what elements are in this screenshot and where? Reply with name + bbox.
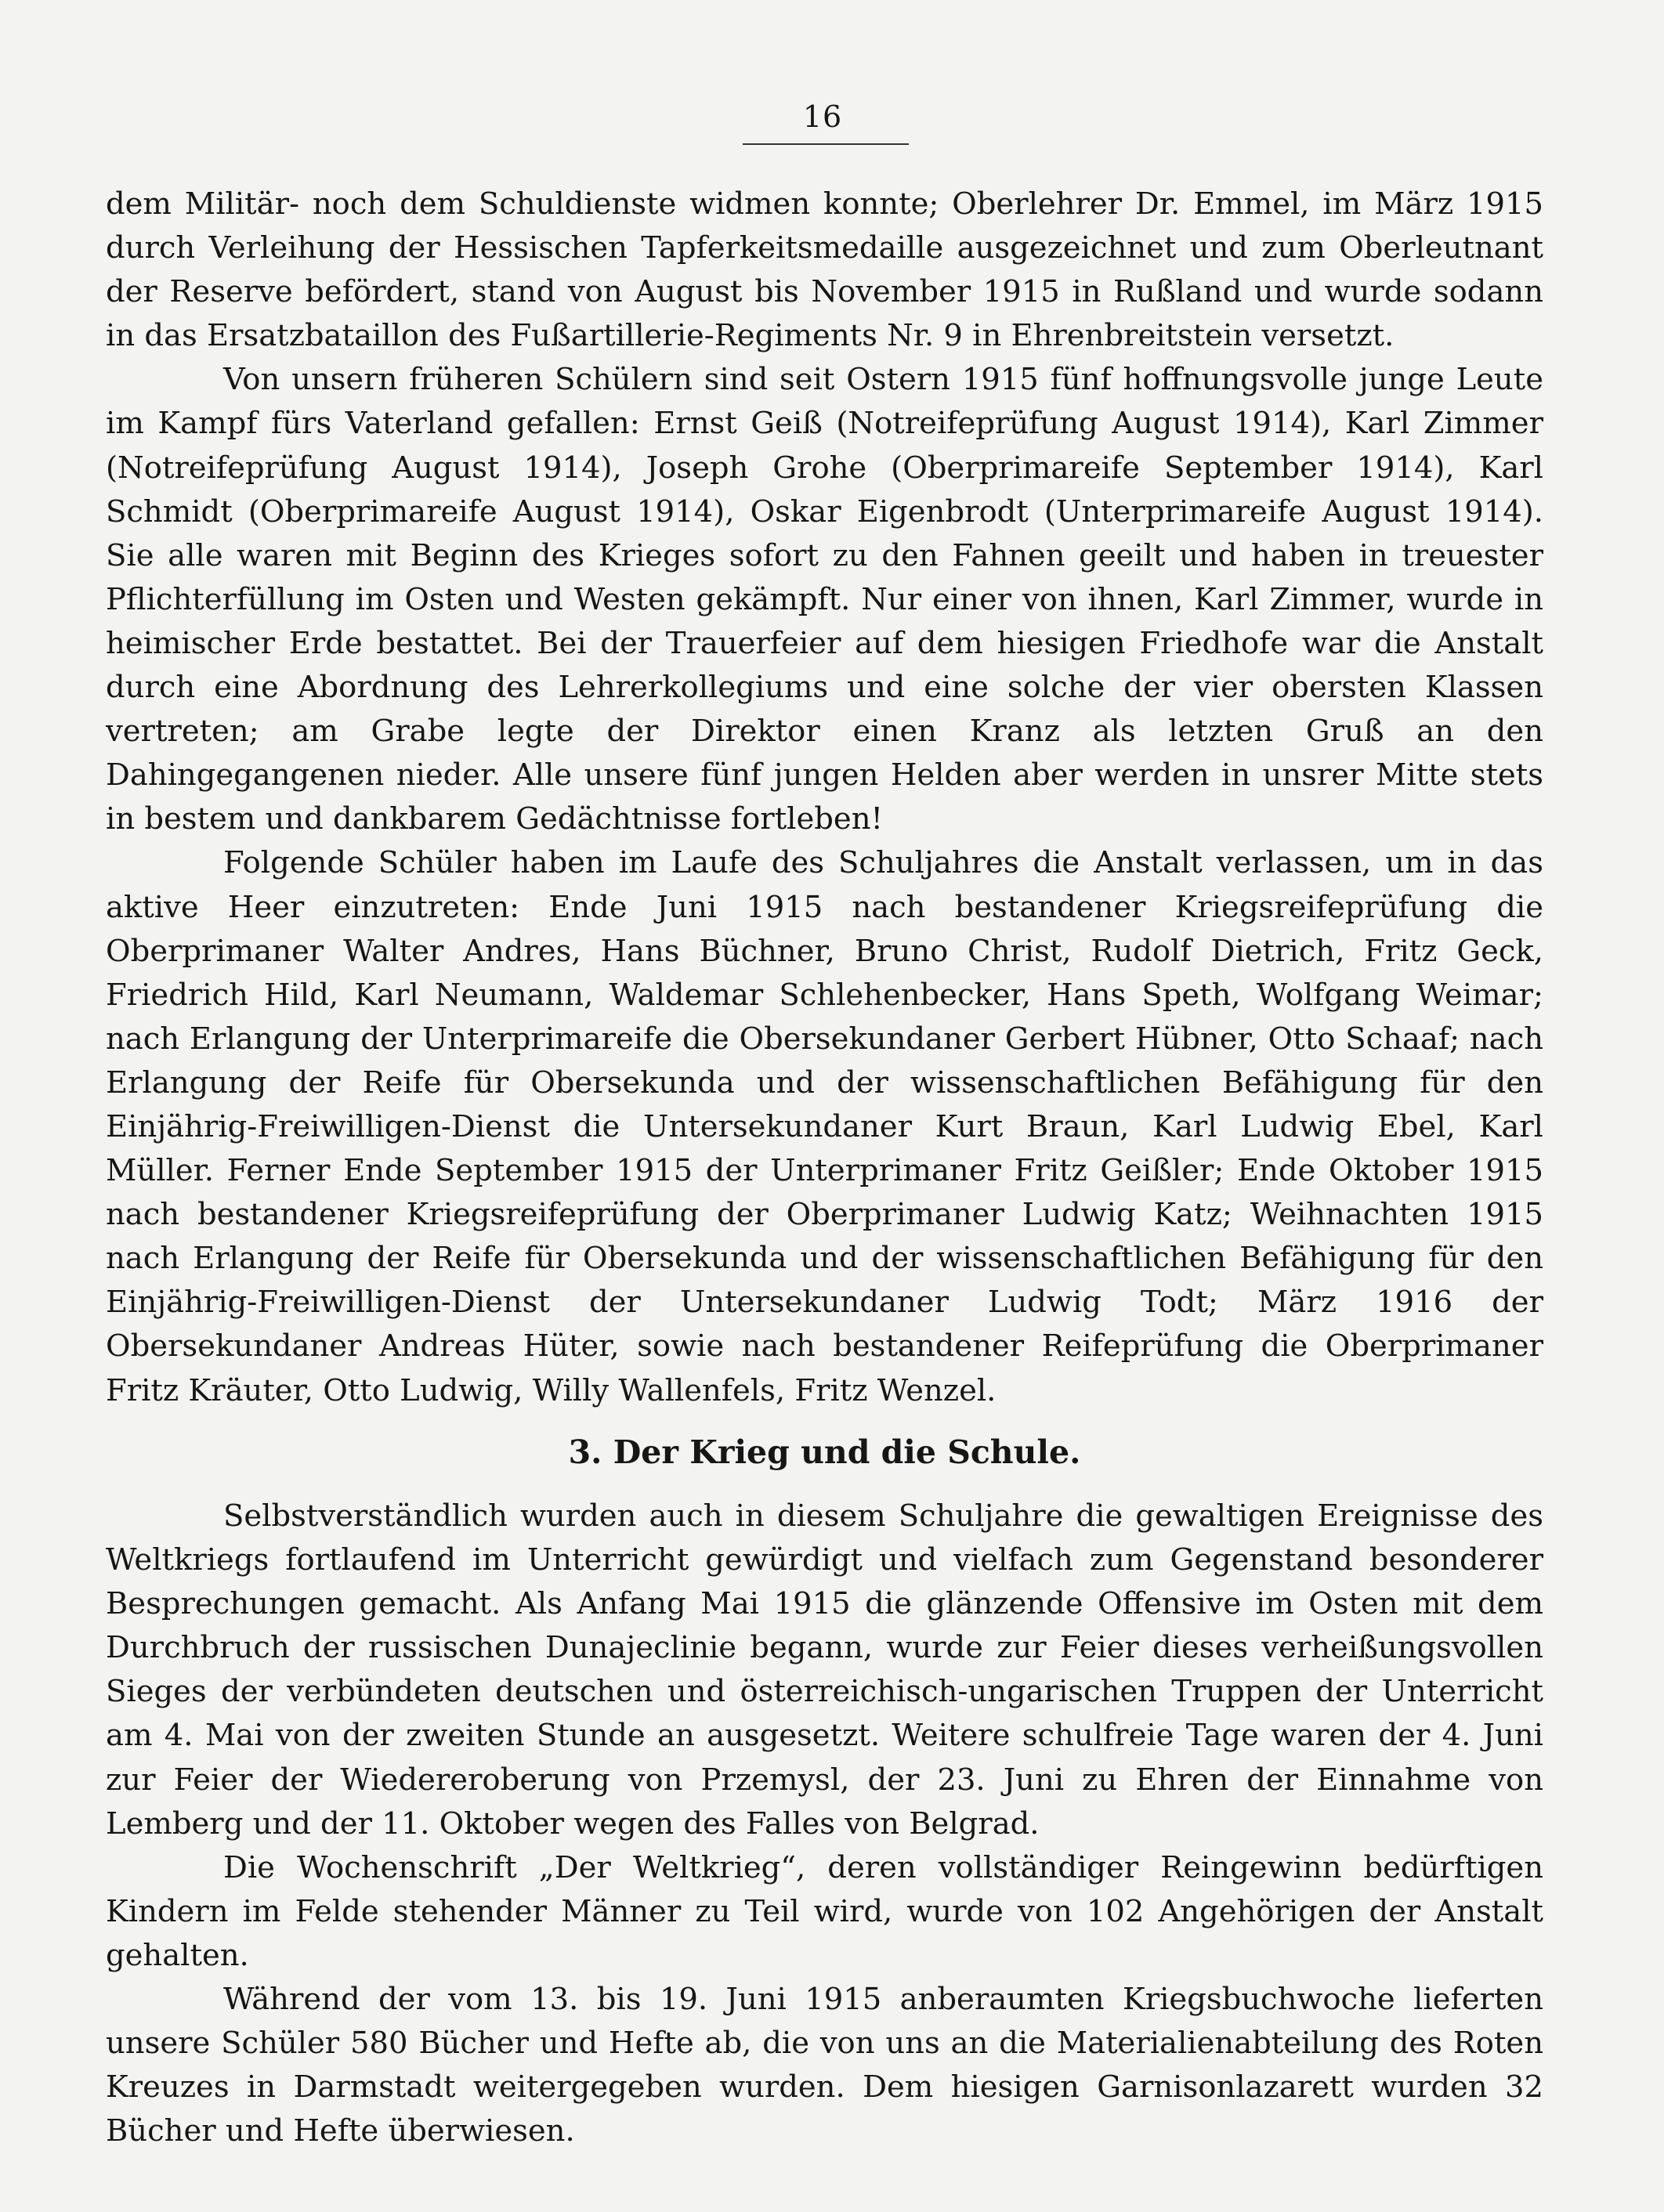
section-3-body — [106, 1495, 1543, 2153]
paragraph-book-week: Während der vom 13. bis 19. Juni 1915 anberaumten Kriegsbuchwoche lieferten unsere Schüler 580 Bücher und Hefte ab, die von uns an die Materialienabteilung des Roten Kreuzes in Darmstadt weitergegeben wurden. Dem hiesigen Garnisonlazarett wurden 32 Bücher und Hefte überwiesen. — [106, 1982, 1543, 2149]
paragraph-continuation: dem Militär- noch dem Schuldienste widmen konnte; Oberlehrer Dr. Emmel, im März 1915 durch Verleihung der Hessischen Tapferkeitsmedaille ausgezeichnet und zum Oberleutnant der Reserve befördert, stand von August bis November 1915 in Rußland und wurde sodann in das Ersatzbataillon des Fußartillerie-Regiments Nr. 9 in Ehrenbreitstein versetzt. — [106, 186, 1543, 354]
paragraph-weekly-journal: Die Wochenschrift „Der Weltkrieg“, deren vollständiger Reingewinn bedürftigen Kindern im Felde stehender Männer zu Teil wird, wurde von 102 Angehörigen der Anstalt gehalten. — [106, 1849, 1543, 1973]
paragraph-fallen-students: Von unsern früheren Schülern sind seit Ostern 1915 fünf hoffnungsvolle junge Leute im Kampf fürs Vaterland gefallen: Ernst Geiß (Notreifeprüfung August 1914), Karl Zimmer (Notreifeprüfung August 1914), Joseph Grohe (Oberprimareife September 1914), Karl Schmidt (Oberprimareife August 1914), Oskar Eigenbrodt (Unterprimareife August 1914). Sie alle waren mit Beginn des Krieges sofort zu den Fahnen geeilt und haben in treuester Pflichterfüllung im Osten und Westen gekämpft. Nur einer von ihnen, Karl Zimmer, wurde in heimischer Erde bestattet. Bei der Trauerfeier auf dem hiesigen Friedhofe war die Anstalt durch eine Abordnung des Lehrerkollegiums und eine solche der vier obersten Klassen vertreten; am Grabe legte der Direktor einen Kranz als letzten Gruß an den Dahingegangenen nieder. Alle unsere fünf jungen Helden aber werden in unsrer Mitte stets in bestem und dankbarem Gedächtnisse fortleben! — [106, 362, 1543, 837]
section-2-continuation — [106, 183, 1543, 1413]
section-heading: 3. Der Krieg und die Schule. — [568, 1433, 1081, 1471]
paragraph-war-in-teaching: Selbstverständlich wurden auch in diesem Schuljahre die gewaltigen Ereignisse des Weltkriegs fortlaufend im Unterricht gewürdigt und vielfach zum Gegenstand besonderer Besprechungen gemacht. Als Anfang Mai 1915 die glänzende Offensive im Osten mit dem Durchbruch der russischen Dunajeclinie begann, wurde zur Feier dieses verheißungsvollen Sieges der verbündeten deutschen und österreichisch-ungarischen Truppen der Unterricht am 4. Mai von der zweiten Stunde an ausgesetzt. Weitere schulfreie Tage waren der 4. Juni zur Feier der Wiedereroberung von Przemysl, der 23. Juni zu Ehren der Einnahme von Lemberg und der 11. Oktober wegen des Falles von Belgrad. — [106, 1498, 1543, 1842]
page-number: 16 — [802, 99, 843, 134]
paragraph-departed-students: Folgende Schüler haben im Laufe des Schuljahres die Anstalt verlassen, um in das aktive Heer einzutreten: Ende Juni 1915 nach bestandener Kriegsreifeprüfung die Oberprimaner Walter Andres, Hans Büchner, Bruno Christ, Rudolf Dietrich, Fritz Geck, Friedrich Hild, Karl Neumann, Waldemar Schlehenbecker, Hans Speth, Wolfgang Weimar; nach Erlangung der Unterprimareife die Obersekundaner Gerbert Hübner, Otto Schaaf; nach Erlangung der Reife für Obersekunda und der wissenschaftlichen Befähigung für den Einjährig-Freiwilligen-Dienst die Untersekundaner Kurt Braun, Karl Ludwig Ebel, Karl Müller. Ferner Ende September 1915 der Unterprimaner Fritz Geißler; Ende Oktober 1915 nach bestandener Kriegsreifeprüfung der Oberprimaner Ludwig Katz; Weihnachten 1915 nach Erlangung der Reife für Obersekunda und der wissenschaftlichen Befähigung für den Einjährig-Freiwilligen-Dienst der Untersekundaner Ludwig Todt; März 1916 der Obersekundaner Andreas Hüter, sowie nach bestandener Reifeprüfung die Oberprimaner Fritz Kräuter, Otto Ludwig, Willy Wallenfels, Fritz Wenzel. — [106, 845, 1543, 1408]
page-number-rule — [743, 143, 909, 145]
